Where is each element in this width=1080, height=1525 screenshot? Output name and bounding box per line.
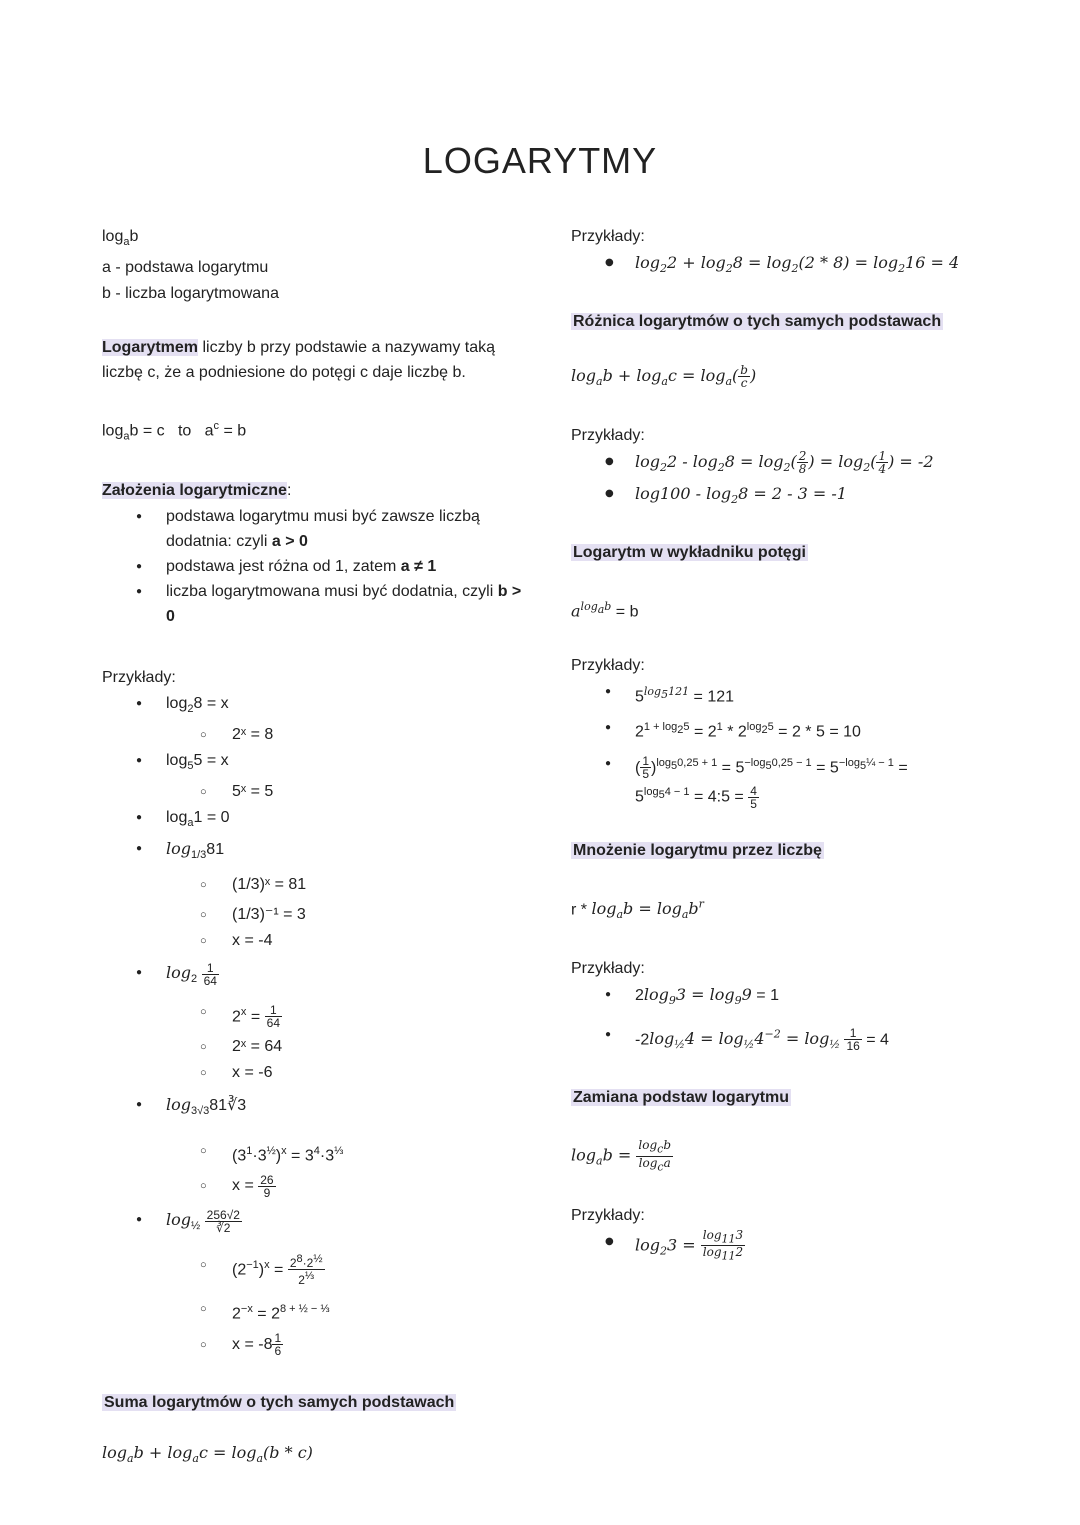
assumption-1: ● podstawa logarytmu musi być zawsze liczbą dodatnia: czyli a > 0 [102, 504, 522, 554]
example-step: ○ 2ˣ = 8 [102, 722, 522, 748]
mult-formula: $r * \log_ab = \log_ab^r$ [571, 897, 704, 922]
example-step: ○ $2^x$ = $\frac{1}{64}$ [102, 999, 522, 1030]
definition-term: Logarytmem [102, 339, 199, 357]
example-change: ● $\log_23$ = $\frac{\log_{11}3}{\log_{11}2}$ [571, 1229, 1011, 1264]
examples-list-left [102, 691, 522, 722]
example-step: ○ 2ˣ = 64 [102, 1034, 522, 1060]
examples-label-exp: Przykłady: [571, 657, 645, 675]
example-diff-1: ● $\log_22 - \log_28 = \log_2$( $\frac{2}{8}$ ) = $\log_2$( $\frac{1}{4}$ ) = -2 [571, 449, 1011, 480]
example-step: ○ x = -4 [102, 928, 522, 954]
example-log2-8: ● $\log_28 = x$ [102, 691, 522, 722]
def-base: a - podstawa logarytmu [102, 259, 269, 277]
exp-formula: $a^{log_ab} = b$ [571, 599, 639, 621]
definition [102, 335, 522, 385]
example-log13-81: ● $\log_{1/3}81$ [102, 836, 522, 868]
examples-label-diff: Przykłady: [571, 427, 645, 445]
examples-label-mult: Przykłady: [571, 960, 645, 978]
definition-text: liczby b przy podstawie a nazywamy taką liczbę c, że a podniesione do potęgi c daje liczbę b. [102, 339, 496, 382]
assumption-2: ● podstawa jest różna od 1, zatem a ≠ 1 [102, 554, 522, 579]
example-log3sqrt3: ● $\log_{3√3}81∛3$ [102, 1092, 522, 1124]
example-log5-5: ● $\log_55 = x$ [102, 748, 522, 779]
assumption-3: ● liczba logarytmowana musi być dodatnia, czyli b > 0 [102, 579, 522, 629]
example-exp-2: ● $2^{1 + log_25} = 2^1 * 2^{log_25} = 2 * 5 = 10$ [571, 715, 1011, 744]
mult-heading: Mnożenie logarytmu przez liczbę [573, 841, 822, 859]
examples-label-left: Przykłady: [102, 668, 176, 686]
example-step: ○ x = -8 $\frac{1}{6}$ [102, 1332, 522, 1358]
assumptions-heading: Założenia logarytmiczne: [102, 481, 292, 499]
right-column [571, 224, 1011, 1263]
page-title: LOGARYTMY [422, 140, 658, 181]
examples-label-change: Przykłady: [571, 1206, 645, 1224]
def-argument: b - liczba logarytmowana [102, 285, 279, 303]
sum-formula: $\log_ab + \log_ac = \log_a(b * c)$ [102, 1442, 313, 1465]
example-log-half: ● $\log_{\frac{1}{2}}$ $\frac{256√2}{∛2}$ [102, 1207, 522, 1239]
example-step: ○ 5ˣ = 5 [102, 779, 522, 805]
example-mult-2: ● $-2\log_{\frac{1}{2}}4 = \log_{\frac{1}{2}}4^{-2} = \log_{\frac{1}{2}}$ $\frac{1}{16}$ = 4 [571, 1022, 1011, 1058]
example-sum: ● $\log_22 + \log_28 = \log_2(2 * 8) = \log_216 = 4$ [571, 250, 1011, 281]
example-exp-3: ● ( $\frac{1}{5}$ )$^{log_50,25 + 1} = 5^{-log_50,25 - 1} = 5^{-log_5\frac{1}{4} - 1}$ = $5^{log_54 - 1}$ = 4:5 = $\frac{4}{5}$ [571, 751, 1011, 810]
equiv-word: to [177, 422, 192, 440]
example-loga-1: ● $\log_a1 = 0$ [102, 805, 522, 836]
example-step: ○ $(3^1\cdot 3^{\frac{1}{2}})^x = 3^4\cdot 3^{\frac{1}{3}}$ [102, 1138, 522, 1169]
example-step: ○ x = -6 [102, 1060, 522, 1086]
example-step: ○ (1/3)⁻¹ = 3 [102, 902, 522, 928]
example-step: ○ x = $\frac{26}{9}$ [102, 1173, 522, 1199]
exp-heading: Logarytm w wykładniku potęgi [573, 543, 806, 561]
assumptions-list [102, 504, 522, 629]
example-step: ○ $2^{-x} = 2^{8 + \frac{1}{2} - \frac{1}{3}}$ [102, 1296, 522, 1327]
example-step: ○ $(2^{-1})^x$ = $\frac{2^8\cdot 2^{\frac{1}{2}}}{2^{\frac{1}{3}}}$ [102, 1252, 522, 1287]
examples-label-sum: Przykłady: [571, 228, 645, 245]
example-exp-1: ● $5^{log_5121} = 121$ [571, 679, 1011, 709]
example-diff-2: ● $\log 100 - \log_28 = 2 - 3 = -1$ [571, 481, 1011, 512]
change-formula: $\log_ab$ = $\frac{\log_cb}{\log_ca}$ [571, 1138, 671, 1173]
log-notation: $\log_ab$ [102, 228, 139, 249]
sum-heading: Suma logarytmów o tych samych podstawach [104, 1393, 455, 1411]
left-column [102, 224, 522, 1472]
change-heading: Zamiana podstaw logarytmu [573, 1089, 790, 1107]
example-mult-1: ● $2\log_93 = \log_99 = 1$ [571, 982, 1011, 1013]
diff-heading: Różnica logarytmów o tych samych podstawach [573, 313, 942, 331]
example-step: ○ (1/3)ˣ = 81 [102, 872, 522, 898]
example-log2-1-64: ● $\log_2$ $\frac{1}{64}$ [102, 960, 522, 992]
diff-formula: $\log_ab + \log_ac = \log_a$( $\frac{b}{c}$ ) [571, 363, 757, 391]
equivalence: $\log_ab = c$ to $a^c = b$ [102, 420, 247, 443]
